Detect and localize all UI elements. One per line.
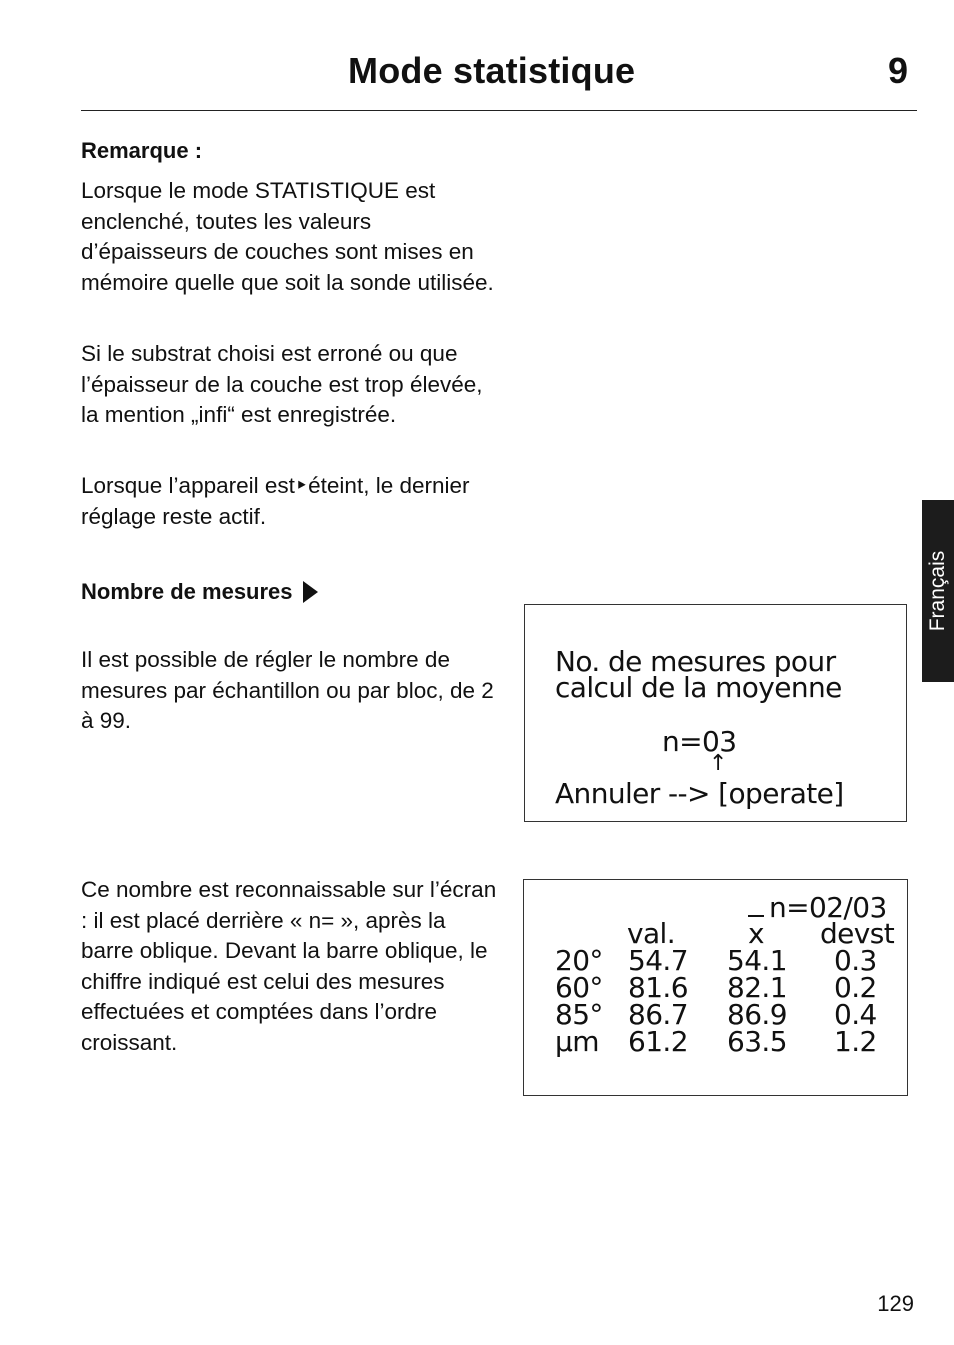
remarque-paragraph-1: Lorsque le mode STATISTIQUE est enclenché, toutes les valeurs d’épaisseurs de couches sont mises en mémoire quelle que soit la sonde utilisée. <box>81 178 494 295</box>
row-label: µm <box>555 1025 599 1058</box>
row-mean: 63.5 <box>727 1025 787 1058</box>
row-label: 20° <box>555 944 603 977</box>
row-val: 61.2 <box>628 1025 688 1058</box>
col-header-val: val. <box>627 917 676 950</box>
row-mean: 82.1 <box>727 971 787 1004</box>
nombre-mesures-paragraph-2: Ce nombre est reconnaissable sur l’écran : il est placé derrière « n= », après la barre oblique. Devant la barre oblique, le chiffre indiqué est celui des mesures effectuées et comptées dans l’ordre croissant. <box>81 877 497 1055</box>
row-devst: 1.2 <box>834 1025 877 1058</box>
remarque-heading: Remarque : <box>81 138 203 163</box>
chapter-number: 9 <box>887 50 908 91</box>
col-header-devst: devst <box>820 917 895 950</box>
row-mean: 86.9 <box>727 998 787 1031</box>
row-devst: 0.4 <box>834 998 877 1031</box>
lcd-display-statistics <box>523 879 908 1096</box>
row-label: 85° <box>555 998 603 1031</box>
lcd-display-settings <box>524 604 907 822</box>
col-header-mean: $\overline{x}$ <box>748 917 764 950</box>
row-val: 86.7 <box>628 998 688 1031</box>
remarque-paragraph-2: Si le substrat choisi est erroné ou que l’épaisseur de la couche est trop élevée, la mention „infi“ est enregistrée. <box>81 341 483 428</box>
lcd-stat-n-value: n=02/03 <box>769 891 887 924</box>
row-devst: 0.3 <box>834 944 877 977</box>
nombre-mesures-heading <box>81 579 318 605</box>
lcd-line-1: No. de mesures pour <box>555 645 836 678</box>
page-title: Mode statistique <box>348 50 636 91</box>
cursor-arrow-icon: ↑ <box>709 751 728 776</box>
row-mean: 54.1 <box>727 944 787 977</box>
nombre-mesures-label: Nombre de mesures <box>81 579 293 604</box>
page-number: 129 <box>877 1291 914 1316</box>
nombre-mesures-paragraph-1: Il est possible de régler le nombre de mesures par échantillon ou par bloc, de 2 à 99. <box>81 647 494 734</box>
lcd-line-2: calcul de la moyenne <box>555 671 842 704</box>
play-icon <box>303 581 318 603</box>
row-val: 54.7 <box>628 944 688 977</box>
language-tab <box>922 500 954 682</box>
row-val: 81.6 <box>628 971 688 1004</box>
language-tab-label: Français <box>926 550 949 632</box>
row-devst: 0.2 <box>834 971 877 1004</box>
header-rule <box>81 110 917 111</box>
lcd-n-value: n=03 <box>662 725 737 758</box>
row-label: 60° <box>555 971 603 1004</box>
lcd-cancel-line: Annuler --> [operate] <box>555 777 844 810</box>
remarque-paragraph-3: Lorsque l’appareil est‣éteint, le dernier réglage reste actif. <box>81 473 470 529</box>
